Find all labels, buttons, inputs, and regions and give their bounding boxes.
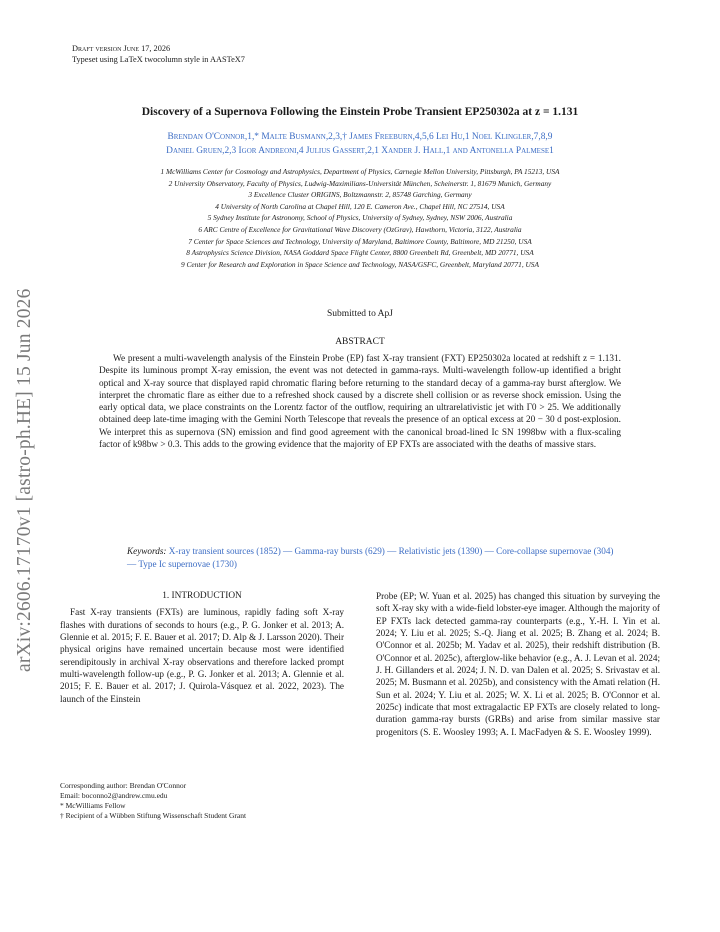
affiliation: 1 McWilliams Center for Cosmology and Astrophysics, Department of Physics, Carnegie Mellon University, Pittsburgh, PA 15213, USA [160,167,560,176]
author-list [60,130,660,158]
section-heading: 1. INTRODUCTION [162,591,242,601]
affiliation: 9 Center for Research and Exploration in Space Science and Technology, NASA/GSFC, Greenbelt, Maryland 20771, USA [181,259,539,269]
header [72,44,245,65]
abstract-heading: ABSTRACT [335,337,385,347]
keywords-label: Keywords: [127,546,167,556]
email[interactable]: Email: boconno2@andrew.cmu.edu [60,791,168,800]
intro-paragraph: Fast X-ray transients (FXTs) are luminous, rapidly fading soft X-ray flashes with durations of seconds to hours (e.g., P. G. Jonker et al. 2013; A. Glennie et al. 2015; F. E. Bauer et al. 2017; D. Alp & J. Larsson 2020). Their physical origins have remained uncertain because most were identified serendipitously in archival X-ray observations and therefore lacked prompt multi-wavelength follow-up (e.g., P. G. Jonker et al. 2013; A. Glennie et al. 2015; F. E. Bauer et al. 2017; J. Quirola-Vásquez et al. 2022, 2023). The launch of the Einstein [60,607,344,704]
affiliation: 7 Center for Space Sciences and Technology, University of Maryland, Baltimore County, Baltimore, MD 21250, USA [188,236,532,246]
draft-line: Draft version June 17, 2026 [72,44,171,53]
footnote: * McWilliams Fellow [60,801,126,810]
author-line-2[interactable]: Daniel Gruen,2,3 Igor Andreoni,4 Julius Gassert,2,1 Xander J. Hall,1 and Antonella Palmese1 [166,146,554,156]
affiliation: 5 Sydney Institute for Astronomy, School of Physics, University of Sydney, Sydney, NSW 2006, Australia [207,213,513,223]
affiliation: 6 ARC Centre of Excellence for Gravitational Wave Discovery (OzGrav), Hawthorn, Victoria, 3122, Australia [198,224,522,234]
left-column [60,590,344,705]
arxiv-stamp [14,232,52,672]
keywords-list[interactable]: X-ray transient sources (1852) — Gamma-ray bursts (629) — Relativistic jets (1390) — Core-collapse supernovae (304) — Type Ic supernovae (1730) [127,546,614,569]
submission-note: Submitted to ApJ [327,309,393,319]
arxiv-identifier[interactable]: arXiv:2606.17170v1 [astro-ph.HE] 15 Jun 2026 [14,288,35,672]
paper-title: Discovery of a Supernova Following the Einstein Probe Transient EP250302a at z = 1.131 [141,106,579,118]
author-line-1[interactable]: Brendan O'Connor,1,* Malte Busmann,2,3,† James Freeburn,4,5,6 Lei Hu,1 Noel Klingler,7,8,9 [167,132,553,142]
typeset-line: Typeset using LaTeX twocolumn style in AASTeX7 [72,54,245,64]
footnotes [60,781,344,821]
affiliation: 4 University of North Carolina at Chapel Hill, 120 E. Cameron Ave., Chapel Hill, NC 27514, USA [215,201,505,211]
affiliation: 2 University Observatory, Faculty of Physics, Ludwig-Maximilians-Universität München, Scheinerstr. 1, 81679 Munich, Germany [168,178,552,188]
footnote: † Recipient of a Wübben Stiftung Wissenschaft Student Grant [60,811,247,820]
right-column [376,590,660,738]
intro-paragraph-continued: Probe (EP; W. Yuan et al. 2025) has changed this situation by surveying the soft X-ray sky with a wide-field lobster-eye imager. Although the majority of EP FXTs lack detected gamma-ray counterparts (e.g., Y.-H. I. Yin et al. 2024; Y. Liu et al. 2025; S.-Q. Jiang et al. 2025; B. Zhang et al. 2024; B. O'Connor et al. 2025b; M. Yadav et al. 2025), their redshift distribution (B. O'Connor et al. 2025c), afterglow-like behavior (e.g., A. J. Levan et al. 2024; J. H. Gillanders et al. 2024; J. N. D. van Dalen et al. 2025; S. Srivastav et al. 2025; M. Busmann et al. 2025b), and consistency with the Amati relation (H. Sun et al. 2024; Y. Liu et al. 2025; W. X. Li et al. 2025; B. O'Connor et al. 2025c) indicate that most extragalactic EP FXTs are closely related to long-duration gamma-ray bursts (GRBs) and arise from similar massive star progenitors (S. E. Woosley 1993; A. I. MacFadyen & S. E. Woosley 1999). [376,591,660,737]
affiliation: 8 Astrophysics Science Division, NASA Goddard Space Flight Center, 8800 Greenbelt Rd, Greenbelt, MD 20771, USA [186,248,534,258]
keywords [127,545,623,570]
abstract-text: We present a multi-wavelength analysis of the Einstein Probe (EP) fast X-ray transient (FXT) EP250302a located at redshift z = 1.131. Despite its luminous prompt X-ray emission, the event was not detected in gamma-rays. Multi-wavelength follow-up identified a bright optical and X-ray source that displayed rapid chromatic flaring before returning to the standard decay of a gamma-ray burst afterglow. We interpret the chromatic flare as either due to a refreshed shock caused by a discrete shell collision or as reverse shock emission. Using the early optical data, we place constraints on the Lorentz factor of the outflow, requiring an ultrarelativistic jet with Γ0 > 25. We additionally obtained deep late-time imaging with the Gemini North Telescope that reveals the presence of an optical excess at 20 − 30 d post-explosion. We interpret this as supernova (SN) emission and find good agreement with the canonical broad-lined Ic SN 1998bw with a flux-scaling factor of k98bw > 0.3. This adds to the growing evidence that the majority of EP FXTs are associated with the deaths of massive stars. [99,354,621,451]
affiliation-list [60,166,660,270]
corresponding-author: Corresponding author: Brendan O'Connor [60,781,187,790]
affiliation: 3 Excellence Cluster ORIGINS, Boltzmannstr. 2, 85748 Garching, Germany [248,190,472,200]
